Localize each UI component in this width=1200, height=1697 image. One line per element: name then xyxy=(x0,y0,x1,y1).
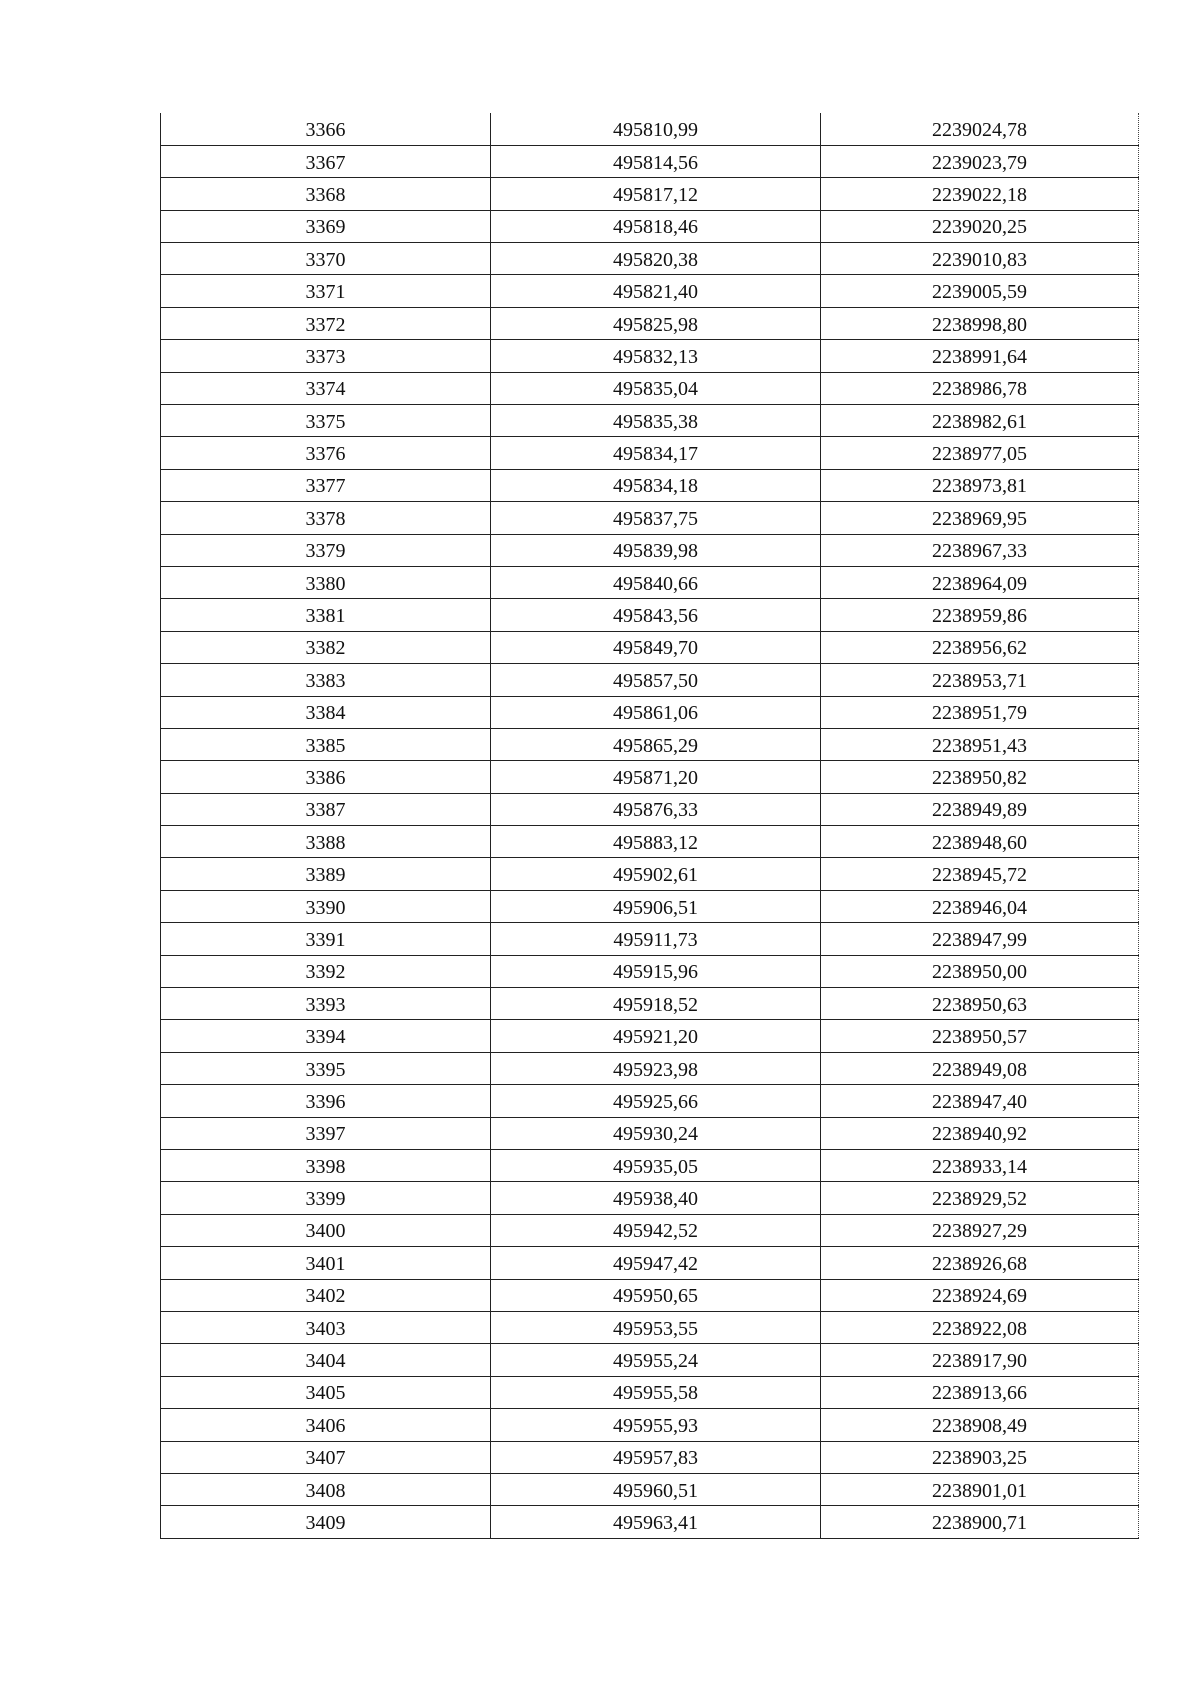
point-number-cell: 3393 xyxy=(161,988,491,1020)
y-coordinate-cell: 2238998,80 xyxy=(821,307,1139,339)
x-coordinate-cell: 495861,06 xyxy=(491,696,821,728)
table-row xyxy=(161,113,1139,145)
table-row xyxy=(161,178,1139,210)
table-row xyxy=(161,275,1139,307)
table-row xyxy=(161,1214,1139,1246)
point-number-cell: 3374 xyxy=(161,372,491,404)
x-coordinate-cell: 495957,83 xyxy=(491,1441,821,1473)
y-coordinate-cell: 2238986,78 xyxy=(821,372,1139,404)
table-row xyxy=(161,1344,1139,1376)
point-number-cell: 3403 xyxy=(161,1311,491,1343)
point-number-cell: 3400 xyxy=(161,1214,491,1246)
point-number-cell: 3380 xyxy=(161,566,491,598)
coordinates-table-body xyxy=(161,113,1139,1538)
x-coordinate-cell: 495911,73 xyxy=(491,923,821,955)
y-coordinate-cell: 2239005,59 xyxy=(821,275,1139,307)
y-coordinate-cell: 2238917,90 xyxy=(821,1344,1139,1376)
table-row xyxy=(161,534,1139,566)
point-number-cell: 3386 xyxy=(161,761,491,793)
y-coordinate-cell: 2238933,14 xyxy=(821,1150,1139,1182)
point-number-cell: 3390 xyxy=(161,890,491,922)
point-number-cell: 3384 xyxy=(161,696,491,728)
y-coordinate-cell: 2238973,81 xyxy=(821,469,1139,501)
x-coordinate-cell: 495963,41 xyxy=(491,1506,821,1538)
point-number-cell: 3383 xyxy=(161,664,491,696)
x-coordinate-cell: 495840,66 xyxy=(491,566,821,598)
x-coordinate-cell: 495814,56 xyxy=(491,145,821,177)
point-number-cell: 3385 xyxy=(161,728,491,760)
point-number-cell: 3381 xyxy=(161,599,491,631)
table-row xyxy=(161,1117,1139,1149)
table-row xyxy=(161,923,1139,955)
table-row xyxy=(161,1506,1139,1538)
table-row xyxy=(161,566,1139,598)
x-coordinate-cell: 495906,51 xyxy=(491,890,821,922)
table-row xyxy=(161,1150,1139,1182)
point-number-cell: 3394 xyxy=(161,1020,491,1052)
x-coordinate-cell: 495883,12 xyxy=(491,826,821,858)
x-coordinate-cell: 495821,40 xyxy=(491,275,821,307)
table-row xyxy=(161,988,1139,1020)
y-coordinate-cell: 2238922,08 xyxy=(821,1311,1139,1343)
x-coordinate-cell: 495818,46 xyxy=(491,210,821,242)
y-coordinate-cell: 2238991,64 xyxy=(821,340,1139,372)
point-number-cell: 3378 xyxy=(161,502,491,534)
x-coordinate-cell: 495834,18 xyxy=(491,469,821,501)
point-number-cell: 3375 xyxy=(161,405,491,437)
x-coordinate-cell: 495953,55 xyxy=(491,1311,821,1343)
y-coordinate-cell: 2238949,89 xyxy=(821,793,1139,825)
y-coordinate-cell: 2238946,04 xyxy=(821,890,1139,922)
y-coordinate-cell: 2238950,57 xyxy=(821,1020,1139,1052)
x-coordinate-cell: 495843,56 xyxy=(491,599,821,631)
table-row xyxy=(161,1182,1139,1214)
table-row xyxy=(161,307,1139,339)
y-coordinate-cell: 2238929,52 xyxy=(821,1182,1139,1214)
y-coordinate-cell: 2239024,78 xyxy=(821,113,1139,145)
y-coordinate-cell: 2238949,08 xyxy=(821,1052,1139,1084)
x-coordinate-cell: 495876,33 xyxy=(491,793,821,825)
table-row xyxy=(161,1441,1139,1473)
table-row xyxy=(161,631,1139,663)
x-coordinate-cell: 495849,70 xyxy=(491,631,821,663)
table-row xyxy=(161,955,1139,987)
point-number-cell: 3371 xyxy=(161,275,491,307)
point-number-cell: 3376 xyxy=(161,437,491,469)
x-coordinate-cell: 495955,93 xyxy=(491,1409,821,1441)
table-row xyxy=(161,890,1139,922)
table-row xyxy=(161,469,1139,501)
table-row xyxy=(161,405,1139,437)
point-number-cell: 3369 xyxy=(161,210,491,242)
y-coordinate-cell: 2238903,25 xyxy=(821,1441,1139,1473)
x-coordinate-cell: 495810,99 xyxy=(491,113,821,145)
x-coordinate-cell: 495930,24 xyxy=(491,1117,821,1149)
x-coordinate-cell: 495820,38 xyxy=(491,243,821,275)
table-row xyxy=(161,793,1139,825)
y-coordinate-cell: 2238924,69 xyxy=(821,1279,1139,1311)
table-row xyxy=(161,1085,1139,1117)
point-number-cell: 3402 xyxy=(161,1279,491,1311)
y-coordinate-cell: 2238956,62 xyxy=(821,631,1139,663)
y-coordinate-cell: 2238950,63 xyxy=(821,988,1139,1020)
table-row xyxy=(161,761,1139,793)
table-row xyxy=(161,1311,1139,1343)
table-row xyxy=(161,1473,1139,1505)
y-coordinate-cell: 2238977,05 xyxy=(821,437,1139,469)
point-number-cell: 3387 xyxy=(161,793,491,825)
point-number-cell: 3408 xyxy=(161,1473,491,1505)
x-coordinate-cell: 495923,98 xyxy=(491,1052,821,1084)
x-coordinate-cell: 495865,29 xyxy=(491,728,821,760)
y-coordinate-cell: 2238940,92 xyxy=(821,1117,1139,1149)
point-number-cell: 3404 xyxy=(161,1344,491,1376)
table-row xyxy=(161,1052,1139,1084)
x-coordinate-cell: 495817,12 xyxy=(491,178,821,210)
table-row xyxy=(161,372,1139,404)
y-coordinate-cell: 2238982,61 xyxy=(821,405,1139,437)
y-coordinate-cell: 2238950,82 xyxy=(821,761,1139,793)
point-number-cell: 3382 xyxy=(161,631,491,663)
x-coordinate-cell: 495825,98 xyxy=(491,307,821,339)
point-number-cell: 3377 xyxy=(161,469,491,501)
x-coordinate-cell: 495834,17 xyxy=(491,437,821,469)
point-number-cell: 3392 xyxy=(161,955,491,987)
point-number-cell: 3399 xyxy=(161,1182,491,1214)
table-row xyxy=(161,1247,1139,1279)
x-coordinate-cell: 495857,50 xyxy=(491,664,821,696)
y-coordinate-cell: 2239022,18 xyxy=(821,178,1139,210)
x-coordinate-cell: 495955,24 xyxy=(491,1344,821,1376)
point-number-cell: 3368 xyxy=(161,178,491,210)
table-row xyxy=(161,858,1139,890)
x-coordinate-cell: 495960,51 xyxy=(491,1473,821,1505)
y-coordinate-cell: 2239020,25 xyxy=(821,210,1139,242)
x-coordinate-cell: 495921,20 xyxy=(491,1020,821,1052)
x-coordinate-cell: 495955,58 xyxy=(491,1376,821,1408)
y-coordinate-cell: 2238927,29 xyxy=(821,1214,1139,1246)
point-number-cell: 3391 xyxy=(161,923,491,955)
y-coordinate-cell: 2238900,71 xyxy=(821,1506,1139,1538)
x-coordinate-cell: 495839,98 xyxy=(491,534,821,566)
x-coordinate-cell: 495835,04 xyxy=(491,372,821,404)
y-coordinate-cell: 2238969,95 xyxy=(821,502,1139,534)
y-coordinate-cell: 2239023,79 xyxy=(821,145,1139,177)
y-coordinate-cell: 2238964,09 xyxy=(821,566,1139,598)
point-number-cell: 3398 xyxy=(161,1150,491,1182)
x-coordinate-cell: 495871,20 xyxy=(491,761,821,793)
table-row xyxy=(161,728,1139,760)
x-coordinate-cell: 495925,66 xyxy=(491,1085,821,1117)
y-coordinate-cell: 2238913,66 xyxy=(821,1376,1139,1408)
x-coordinate-cell: 495837,75 xyxy=(491,502,821,534)
y-coordinate-cell: 2238901,01 xyxy=(821,1473,1139,1505)
table-row xyxy=(161,502,1139,534)
point-number-cell: 3405 xyxy=(161,1376,491,1408)
y-coordinate-cell: 2238947,40 xyxy=(821,1085,1139,1117)
y-coordinate-cell: 2238951,79 xyxy=(821,696,1139,728)
table-row xyxy=(161,243,1139,275)
x-coordinate-cell: 495835,38 xyxy=(491,405,821,437)
point-number-cell: 3379 xyxy=(161,534,491,566)
y-coordinate-cell: 2238948,60 xyxy=(821,826,1139,858)
table-row xyxy=(161,1020,1139,1052)
y-coordinate-cell: 2238951,43 xyxy=(821,728,1139,760)
table-row xyxy=(161,145,1139,177)
x-coordinate-cell: 495918,52 xyxy=(491,988,821,1020)
table-row xyxy=(161,437,1139,469)
point-number-cell: 3367 xyxy=(161,145,491,177)
table-row xyxy=(161,340,1139,372)
point-number-cell: 3409 xyxy=(161,1506,491,1538)
coordinates-table xyxy=(160,113,1139,1539)
point-number-cell: 3401 xyxy=(161,1247,491,1279)
y-coordinate-cell: 2238953,71 xyxy=(821,664,1139,696)
point-number-cell: 3370 xyxy=(161,243,491,275)
table-row xyxy=(161,826,1139,858)
y-coordinate-cell: 2238967,33 xyxy=(821,534,1139,566)
x-coordinate-cell: 495938,40 xyxy=(491,1182,821,1214)
point-number-cell: 3406 xyxy=(161,1409,491,1441)
table-row xyxy=(161,599,1139,631)
x-coordinate-cell: 495915,96 xyxy=(491,955,821,987)
table-row xyxy=(161,1279,1139,1311)
x-coordinate-cell: 495947,42 xyxy=(491,1247,821,1279)
y-coordinate-cell: 2238908,49 xyxy=(821,1409,1139,1441)
point-number-cell: 3396 xyxy=(161,1085,491,1117)
table-row xyxy=(161,664,1139,696)
x-coordinate-cell: 495902,61 xyxy=(491,858,821,890)
y-coordinate-cell: 2238950,00 xyxy=(821,955,1139,987)
table-row xyxy=(161,210,1139,242)
y-coordinate-cell: 2238947,99 xyxy=(821,923,1139,955)
point-number-cell: 3395 xyxy=(161,1052,491,1084)
point-number-cell: 3373 xyxy=(161,340,491,372)
table-row xyxy=(161,1409,1139,1441)
point-number-cell: 3388 xyxy=(161,826,491,858)
y-coordinate-cell: 2239010,83 xyxy=(821,243,1139,275)
y-coordinate-cell: 2238926,68 xyxy=(821,1247,1139,1279)
point-number-cell: 3397 xyxy=(161,1117,491,1149)
y-coordinate-cell: 2238959,86 xyxy=(821,599,1139,631)
point-number-cell: 3366 xyxy=(161,113,491,145)
table-row xyxy=(161,1376,1139,1408)
point-number-cell: 3372 xyxy=(161,307,491,339)
x-coordinate-cell: 495832,13 xyxy=(491,340,821,372)
point-number-cell: 3389 xyxy=(161,858,491,890)
point-number-cell: 3407 xyxy=(161,1441,491,1473)
table-row xyxy=(161,696,1139,728)
y-coordinate-cell: 2238945,72 xyxy=(821,858,1139,890)
x-coordinate-cell: 495935,05 xyxy=(491,1150,821,1182)
x-coordinate-cell: 495950,65 xyxy=(491,1279,821,1311)
x-coordinate-cell: 495942,52 xyxy=(491,1214,821,1246)
